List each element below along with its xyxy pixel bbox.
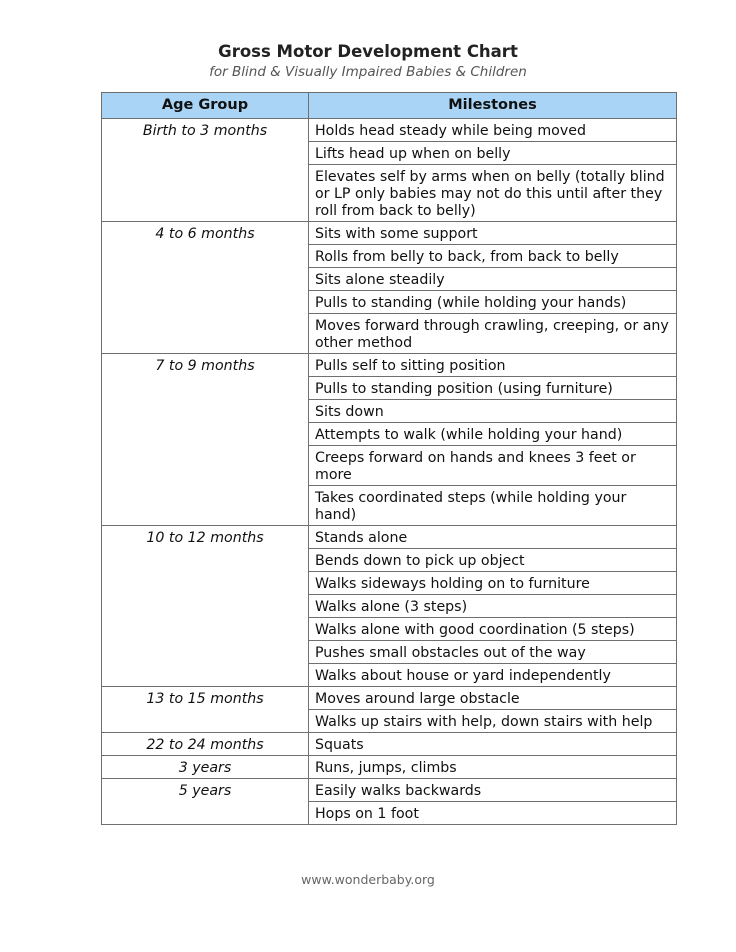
- milestone-cell: Takes coordinated steps (while holding your hand): [309, 486, 677, 526]
- milestone-cell: Sits alone steadily: [309, 268, 677, 291]
- milestone-cell: Bends down to pick up object: [309, 549, 677, 572]
- milestone-cell: Pulls to standing (while holding your hands): [309, 291, 677, 314]
- table-row: [102, 733, 677, 756]
- milestone-cell: Walks up stairs with help, down stairs with help: [309, 710, 677, 733]
- milestone-cell: Hops on 1 foot: [309, 802, 677, 825]
- age-group-cell: 3 years: [102, 756, 309, 779]
- age-group-cell: 7 to 9 months: [102, 354, 309, 526]
- table-row: [102, 119, 677, 142]
- milestone-cell: Creeps forward on hands and knees 3 feet or more: [309, 446, 677, 486]
- milestone-cell: Pushes small obstacles out of the way: [309, 641, 677, 664]
- milestone-cell: Elevates self by arms when on belly (totally blind or LP only babies may not do this until after they roll from back to belly): [309, 165, 677, 222]
- milestone-cell: Pulls to standing position (using furniture): [309, 377, 677, 400]
- age-group-cell: 10 to 12 months: [102, 526, 309, 687]
- table-row: [102, 756, 677, 779]
- milestone-cell: Moves around large obstacle: [309, 687, 677, 710]
- age-group-cell: 13 to 15 months: [102, 687, 309, 733]
- age-group-cell: Birth to 3 months: [102, 119, 309, 222]
- table-row: [102, 222, 677, 245]
- milestone-cell: Sits with some support: [309, 222, 677, 245]
- milestone-cell: Walks alone (3 steps): [309, 595, 677, 618]
- milestone-cell: Walks about house or yard independently: [309, 664, 677, 687]
- table-body: [102, 119, 677, 825]
- age-group-header: Age Group: [102, 93, 309, 119]
- age-group-cell: 4 to 6 months: [102, 222, 309, 354]
- milestone-cell: Squats: [309, 733, 677, 756]
- footer-url: www.wonderbaby.org: [301, 872, 435, 887]
- milestone-cell: Pulls self to sitting position: [309, 354, 677, 377]
- milestone-cell: Lifts head up when on belly: [309, 142, 677, 165]
- milestone-cell: Stands alone: [309, 526, 677, 549]
- age-group-cell: 22 to 24 months: [102, 733, 309, 756]
- milestone-cell: Walks sideways holding on to furniture: [309, 572, 677, 595]
- table-row: [102, 354, 677, 377]
- page-title: Gross Motor Development Chart: [218, 42, 518, 61]
- table-row: [102, 526, 677, 549]
- milestone-cell: Walks alone with good coordination (5 steps): [309, 618, 677, 641]
- milestones-table: [101, 92, 677, 825]
- milestone-cell: Moves forward through crawling, creeping, or any other method: [309, 314, 677, 354]
- milestone-cell: Holds head steady while being moved: [309, 119, 677, 142]
- milestones-header: Milestones: [309, 93, 677, 119]
- milestone-cell: Rolls from belly to back, from back to belly: [309, 245, 677, 268]
- age-group-cell: 5 years: [102, 779, 309, 825]
- page-subtitle: for Blind & Visually Impaired Babies & Children: [209, 64, 527, 80]
- milestone-cell: Runs, jumps, climbs: [309, 756, 677, 779]
- milestone-cell: Sits down: [309, 400, 677, 423]
- milestone-cell: Easily walks backwards: [309, 779, 677, 802]
- table-row: [102, 687, 677, 710]
- milestone-cell: Attempts to walk (while holding your hand): [309, 423, 677, 446]
- table-header-row: [102, 93, 677, 119]
- table-row: [102, 779, 677, 802]
